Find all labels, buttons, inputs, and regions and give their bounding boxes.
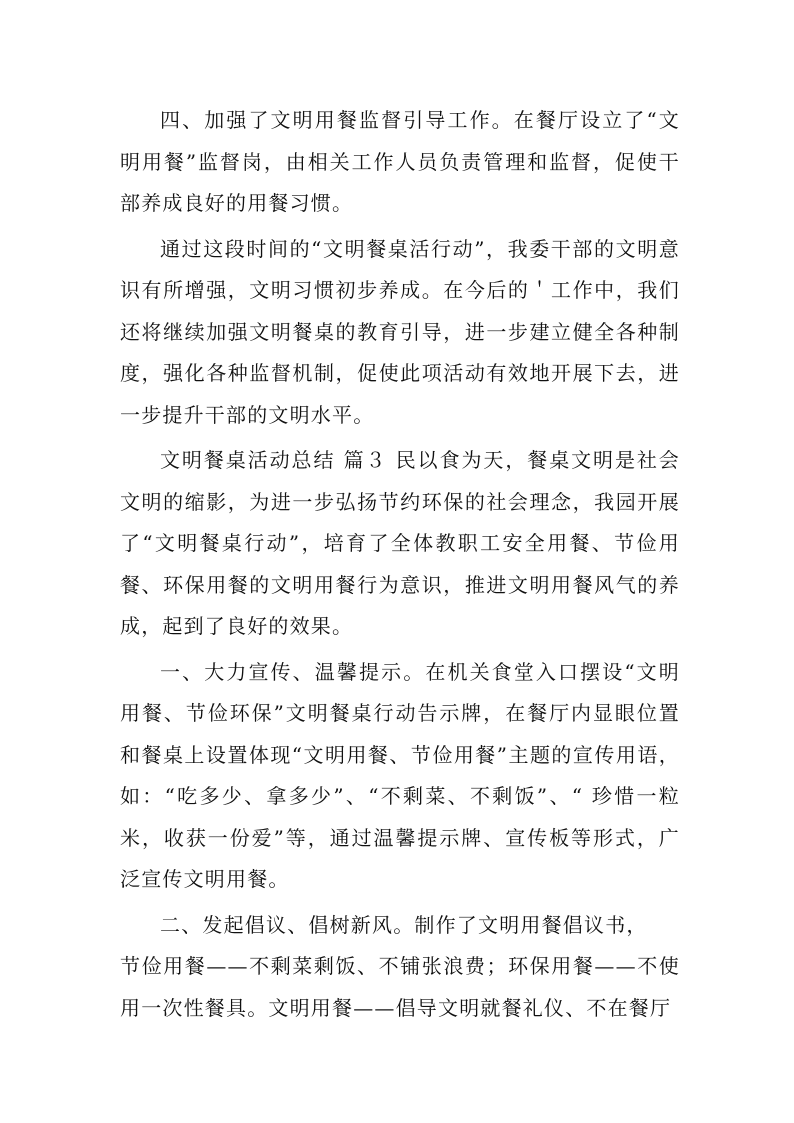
paragraph-publicity: 一、大力宣传、温馨提示。在机关食堂入口摆设“文明用餐、节俭环保”文明餐桌行动告示牌，在餐厅内显眼位置和餐桌上设置体现“文明用餐、节俭用餐”主题的宣传用语，如：“吃多少、拿多少”、“不剩菜、不剩饭”、“ 珍惜一粒米，收获一份爱”等，通过温馨提示牌、宣传板等形式，广泛宣传文明用餐。	[120, 659, 680, 891]
document-body	[120, 100, 680, 1033]
paragraph-initiative-continued: 节俭用餐——不剩菜剩饭、不铺张浪费；环保用餐——不使用一次性餐具。文明用餐——倡导文明就餐礼仪、不在餐厅	[120, 954, 680, 1020]
paragraph-initiative: 二、发起倡议、倡树新风。制作了文明用餐倡议书，	[160, 912, 648, 937]
paragraph-summary-outlook: 通过这段时间的“文明餐桌活行动”，我委干部的文明意识有所增强，文明习惯初步养成。在今后的＇工作中，我们还将继续加强文明餐桌的教育引导，进一步建立健全各种制度，强化各种监督机制，促使此项活动有效地开展下去，进一步提升干部的文明水平。	[120, 236, 680, 427]
paragraph-supervision: 四、加强了文明用餐监督引导工作。在餐厅设立了“文明用餐”监督岗，由相关工作人员负责管理和监督，促使干部养成良好的用餐习惯。	[120, 108, 680, 215]
paragraph-section-3-intro: 文明餐桌活动总结 篇３ 民以食为天，餐桌文明是社会文明的缩影，为进一步弘扬节约环保的社会理念，我园开展了“文明餐桌行动”，培育了全体教职工安全用餐、节俭用餐、环保用餐的文明用餐行为意识，推进文明用餐风气的养成，起到了良好的效果。	[120, 448, 680, 638]
